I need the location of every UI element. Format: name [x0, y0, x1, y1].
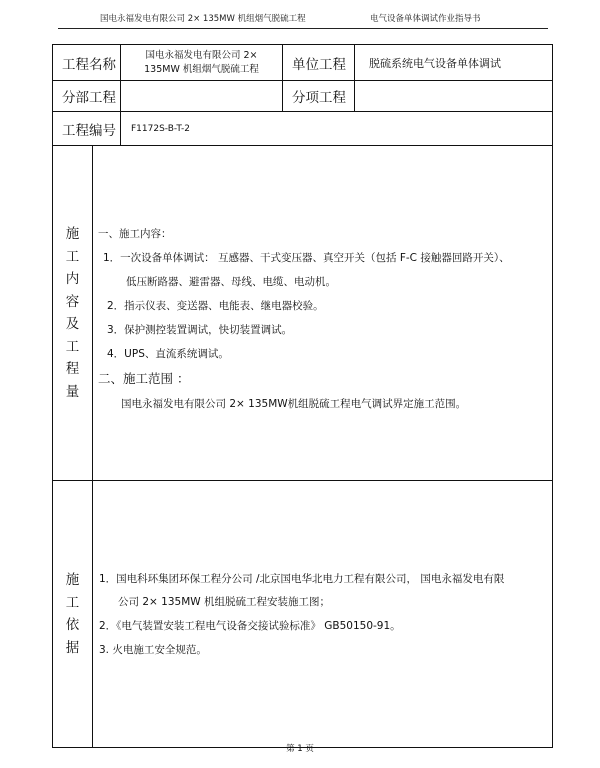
- scope-line-5: 3．保护测控装置调试，快切装置调试。: [107, 324, 293, 336]
- scope-line-3: 低压断路器、避雷器、母线、电缆、电动机。: [126, 276, 336, 288]
- item-project-value: [355, 81, 553, 112]
- page-number: 第 1 页: [286, 744, 314, 754]
- project-name-label: 工程名称: [53, 45, 121, 81]
- project-name-line2: 135MW 机组烟气脱硫工程: [144, 63, 259, 75]
- basis-line-1: 1．国电科环集团环保工程分公司 /北京国电华北电力工程有限公司， 国电永福发电有限: [99, 573, 505, 585]
- scope-line-4: 2．指示仪表、变送器、电能表、继电器校验。: [107, 300, 324, 312]
- scope-line-6: 4．UPS、直流系统调试。: [107, 348, 229, 360]
- info-table: [52, 44, 553, 748]
- project-code-label: 工程编号: [53, 112, 121, 146]
- page-header-left: 国电永福发电有限公司 2× 135MW 机组烟气脱硫工程: [100, 14, 306, 24]
- project-name-line1: 国电永福发电有限公司 2×: [145, 49, 258, 61]
- scope-content: [93, 146, 553, 481]
- unit-project-value: 脱硫系统电气设备单体调试: [355, 45, 553, 81]
- basis-line-4: 3. 火电施工安全规范。: [99, 644, 207, 656]
- sub-project-value: [121, 81, 283, 112]
- page-header-right: 电气设备单体调试作业指导书: [370, 14, 481, 24]
- basis-label: 施 工 依 据: [53, 481, 93, 748]
- scope-label: 施 工 内 容 及 工 程 量: [53, 146, 93, 481]
- project-code-value: F1172S-B-T-2: [121, 112, 553, 146]
- scope-line-8: 国电永福发电有限公司 2× 135MW机组脱硫工程电气调试界定施工范围。: [121, 398, 467, 410]
- scope-line-7: 二、施工范围 ：: [98, 371, 190, 386]
- basis-line-2: 公司 2× 135MW 机组脱硫工程安装施工图；: [118, 596, 330, 608]
- project-name-value: [121, 45, 283, 81]
- sub-project-label: 分部工程: [53, 81, 121, 112]
- scope-line-2: 1．一次设备单体调试： 互感器、干式变压器、真空开关（包括 F-C 接触器回路开关）、: [103, 252, 510, 264]
- unit-project-label: 单位工程: [283, 45, 355, 81]
- scope-line-1: 一、施工内容：: [98, 228, 172, 240]
- basis-line-3: 2．《电气装置安装工程电气设备交接试验标准》 GB50150-91。: [99, 620, 401, 632]
- basis-content: [93, 481, 553, 748]
- header-divider: [58, 28, 548, 29]
- item-project-label: 分项工程: [283, 81, 355, 112]
